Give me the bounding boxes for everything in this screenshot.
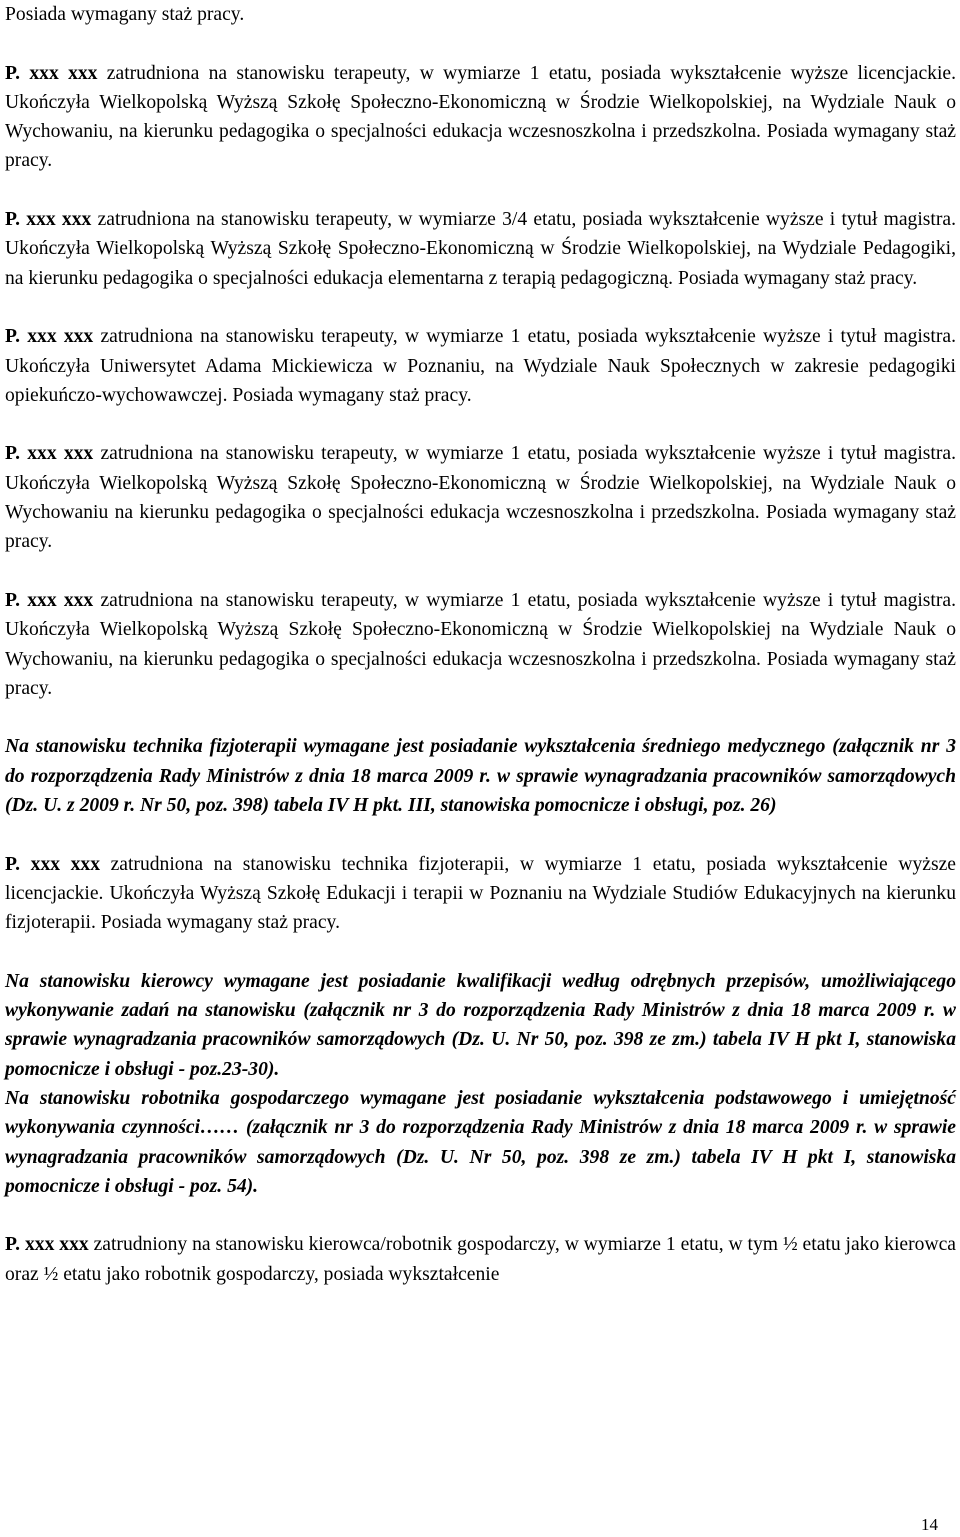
employee-entry-driver — [5, 1230, 956, 1289]
employee-description: zatrudniony na stanowisku kierowca/robotnik gospodarczy, w wymiarze 1 etatu, w tym ½ etatu jako kierowca oraz ½ etatu jako robotnik gospodarczy, posiada wykształcenie — [5, 1234, 956, 1285]
employee-name: P. xxx xxx — [5, 1234, 89, 1256]
employee-entry — [5, 205, 956, 293]
page-number: 14 — [921, 1515, 938, 1534]
requirement-physio: Na stanowisku technika fizjoterapii wymagane jest posiadanie wykształcenia średniego medycznego (załącznik nr 3 do rozporządzenia Rady Ministrów z dnia 18 marca 2009 r. w sprawie wynagradzania pracowników samorządowych (Dz. U. z 2009 r. Nr 50, poz. 398) tabela IV H pkt. III, stanowiska pomocnicze i obsługi, poz. 26) — [5, 736, 956, 817]
employee-name: P. xxx xxx — [5, 443, 94, 465]
employee-name: P. xxx xxx — [5, 589, 94, 611]
requirement-worker: Na stanowisku robotnika gospodarczego wymagane jest posiadanie wykształcenia podstawowego i umiejętność wykonywania czynności…… (załącznik nr 3 do rozporządzenia Rady Ministrów z dnia 18 marca 2009 r. w sprawie wynagradzania pracowników samorządowych (Dz. U. Nr 50, poz. 398 ze zm.) tabela IV H pkt I, stanowiska pomocnicze i obsługi - poz. 54). — [5, 1087, 956, 1197]
employee-name: P. xxx xxx — [5, 62, 98, 84]
employee-name: P. xxx xxx — [5, 209, 92, 231]
employee-name: P. xxx xxx — [5, 853, 101, 875]
employee-description: zatrudniona na stanowisku technika fizjoterapii, w wymiarze 1 etatu, posiada wykształcenie wyższe licencjackie. Ukończyła Wyższą Szkołę Edukacji i terapii w Poznaniu na Wydziale Studiów Edukacyjnych na kierunku fizjoterapii. Posiada wymagany staż pracy. — [5, 853, 956, 934]
employee-description: zatrudniona na stanowisku terapeuty, w wymiarze 1 etatu, posiada wykształcenie wyższe i tytuł magistra. Ukończyła Wielkopolską Wyższą Szkołę Społeczno-Ekonomiczną w Środzie Wielkopolskiej, na Wydziale Nauk o Wychowaniu na kierunku pedagogika o specjalności edukacja wczesnoszkolna i przedszkolna. Posiada wymagany staż pracy. — [5, 443, 956, 553]
employee-description: zatrudniona na stanowisku terapeuty, w wymiarze 1 etatu, posiada wykształcenie wyższe i tytuł magistra. Ukończyła Uniwersytet Adama Mickiewicza w Poznaniu, na Wydziale Nauk Społecznych w zakresie pedagogiki opiekuńczo-wychowawczej. Posiada wymagany staż pracy. — [5, 326, 956, 406]
employee-entry — [5, 59, 956, 176]
fragment-text: Posiada wymagany staż pracy. — [5, 4, 245, 25]
employee-description: zatrudniona na stanowisku terapeuty, w wymiarze 3/4 etatu, posiada wykształcenie wyższe i tytuł magistra. Ukończyła Wielkopolską Wyższą Szkołę Społeczno-Ekonomiczną w Środzie Wielkopolskiej, na Wydziale Pedagogiki, na kierunku pedagogika o specjalności edukacja elementarna z terapią pedagogiczną. Posiada wymagany staż pracy. — [5, 209, 956, 289]
employee-entry — [5, 586, 956, 703]
paragraph-fragment — [5, 0, 956, 29]
employee-description: zatrudniona na stanowisku terapeuty, w wymiarze 1 etatu, posiada wykształcenie wyższe licencjackie. Ukończyła Wielkopolską Wyższą Szkołę Społeczno-Ekonomiczną w Środzie Wielkopolskiej, na Wydziale Nauk o Wychowaniu, na kierunku pedagogika o specjalności edukacja wczesnoszkolna i przedszkolna. Posiada wymagany staż pracy. — [5, 62, 956, 172]
employee-description: zatrudniona na stanowisku terapeuty, w wymiarze 1 etatu, posiada wykształcenie wyższe i tytuł magistra. Ukończyła Wielkopolską Wyższą Szkołę Społeczno-Ekonomiczną w Środzie Wielkopolskiej na Wydziale Nauk o Wychowaniu, na kierunku pedagogika o specjalności edukacja wczesnoszkolna i przedszkolna. Posiada wymagany staż pracy. — [5, 589, 956, 699]
employee-entry — [5, 322, 956, 410]
employee-entry — [5, 439, 956, 556]
requirement-driver: Na stanowisku kierowcy wymagane jest posiadanie kwalifikacji według odrębnych przepisów, umożliwiającego wykonywanie zadań na stanowisku (załącznik nr 3 do rozporządzenia Rady Ministrów z dnia 18 marca 2009 r. w sprawie wynagradzania pracowników samorządowych (Dz. U. Nr 50, poz. 398 ze zm.) tabela IV H pkt I, stanowiska pomocnicze i obsługi - poz.23-30). — [5, 970, 956, 1080]
document-page — [5, 0, 956, 1289]
employee-name: P. xxx xxx — [5, 326, 94, 348]
employee-entry-physio — [5, 850, 956, 938]
